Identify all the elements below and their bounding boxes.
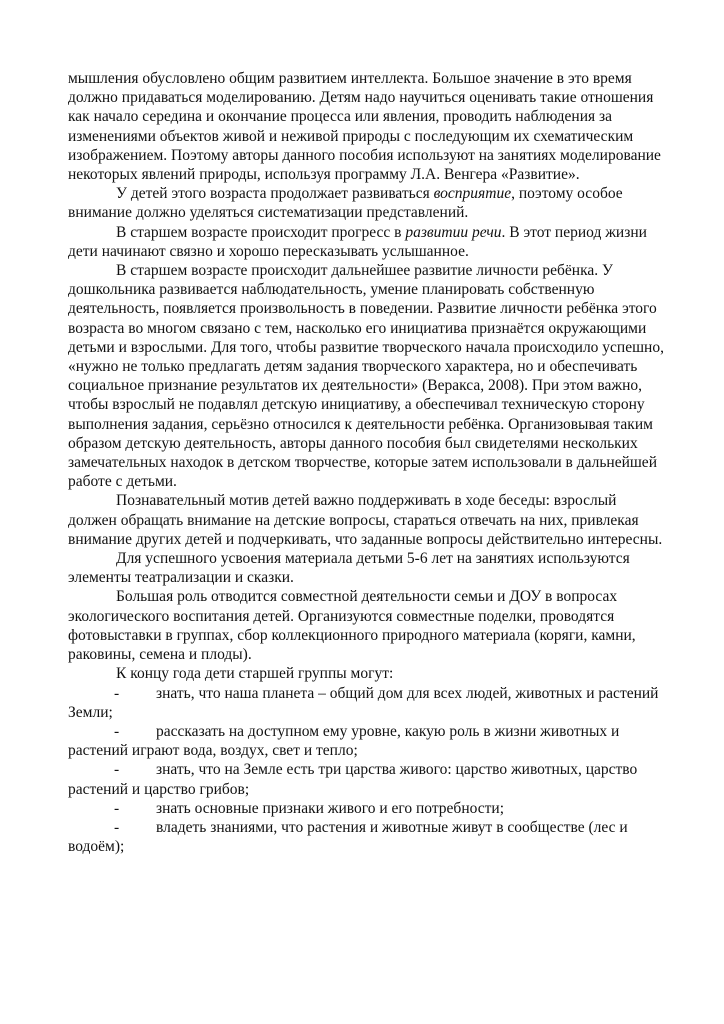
paragraph: К концу года дети старшей группы могут:: [116, 665, 394, 683]
list-item-text: знать, что на Земле есть три царства живого: царство животных, царство растений и царство грибов;: [68, 761, 638, 798]
emphasized-term: развитии речи: [405, 223, 502, 241]
list-item-text: владеть знаниями, что растения и животные живут в сообществе (лес и водоём);: [68, 818, 628, 856]
list-item-text: рассказать на доступном ему уровне, какую роль в жизни животных и растений играют вода, воздух, свет и тепло;: [68, 722, 620, 760]
bullet-dash: -: [114, 799, 120, 817]
paragraph: мышления обусловлено общим развитием интеллекта. Большое значение в это время должно придаваться моделированию. Детям надо научиться оценивать такие отношения как начало середина и окончание процесса или явления, проводить наблюдения за изменениями объектов живой и неживой природы с последующим их схематическим изображением. Поэтому авторы данного пособия используют на занятиях моделирование некоторых явлений природы, используя программу Л.А. Венгера «Развитие».: [68, 70, 661, 184]
paragraph: [68, 184, 668, 222]
list-item-text: знать основные признаки живого и его потребности;: [156, 799, 505, 817]
list-item: [68, 722, 668, 760]
paragraph-text: , поэтому особое внимание должно уделяться систематизации представлений.: [68, 185, 623, 222]
emphasized-term: восприятие: [433, 185, 512, 203]
paragraph: В старшем возрасте происходит дальнейшее развитие личности ребёнка. У дошкольника развивается наблюдательность, умение планировать собственную деятельность, появляется произвольность в поведении. Развитие личности ребёнка этого возраста во многом связано с тем, насколько его инициатива признаётся окружающими детьми и взрослыми. Для того, чтобы развитие творческого начала происходило успешно, «нужно не только предлагать детям задания творческого характера, но и обеспечивать социальное признание результатов их деятельности» (Веракса, 2008). При этом важно, чтобы взрослый не подавлял детскую инициативу, а обеспечивал техническую сторону выполнения задания, серьёзно относился к деятельности ребёнка. Организовывая таким образом детскую деятельность, авторы данного пособия был свидетелями нескольких замечательных находок в детском творчестве, которые затем использовали в дальнейшей работе с детьми.: [68, 262, 664, 491]
bullet-dash: -: [114, 722, 120, 740]
paragraph: Большая роль отводится совместной деятельности семьи и ДОУ в вопросах экологического воспитания детей. Организуются совместные поделки, проводятся фотовыставки в группах, сбор коллекционного природного материала (коряги, камни, раковины, семена и плоды).: [68, 588, 636, 664]
bullet-dash: -: [114, 684, 120, 702]
bullet-dash: -: [114, 818, 120, 836]
paragraph-text: . В этот период жизни дети начинают связно и хорошо пересказывать услышанное.: [68, 223, 647, 260]
list-item: [68, 799, 668, 818]
list-item-text: знать, что наша планета – общий дом для всех людей, животных и растений Земли;: [68, 684, 659, 721]
bullet-dash: -: [114, 761, 120, 779]
paragraph-text: В старшем возрасте происходит прогресс в: [116, 223, 406, 241]
list-item: [68, 818, 668, 856]
paragraph-text: У детей этого возраста продолжает развиваться: [116, 185, 434, 203]
list-item: [68, 760, 668, 798]
document-body: [68, 69, 668, 856]
list-item: [68, 684, 668, 722]
paragraph: [68, 223, 668, 261]
paragraph: Познавательный мотив детей важно поддерживать в ходе беседы: взрослый должен обращать внимание на детские вопросы, стараться отвечать на них, привлекая внимание других детей и подчеркивать, что заданные вопросы действительно интересны.: [68, 492, 663, 548]
paragraph: Для успешного усвоения материала детьми 5-6 лет на занятиях используются элементы театрализации и сказки.: [68, 550, 630, 587]
